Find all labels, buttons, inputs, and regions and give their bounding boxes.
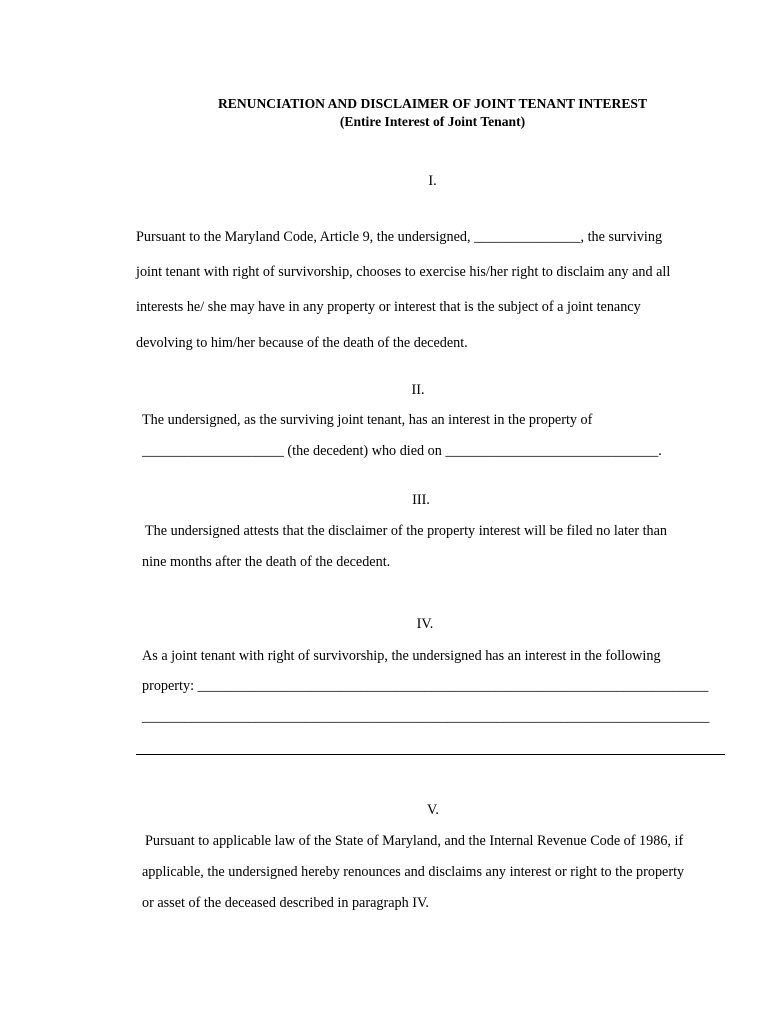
section-3-line-2: nine months after the death of the decedent.	[142, 554, 391, 570]
section-4-line-1: As a joint tenant with right of survivorship, the undersigned has an interest in the following	[142, 648, 661, 664]
section-number-5: V.	[427, 802, 439, 818]
section-2-line-2: ____________________ (the decedent) who died on ______________________________.	[142, 443, 662, 459]
section-5-line-3: or asset of the deceased described in paragraph IV.	[142, 895, 429, 911]
section-number-2: II.	[411, 382, 425, 398]
section-1-line-2: joint tenant with right of survivorship, chooses to exercise his/her right to disclaim any and all	[136, 264, 671, 280]
section-number-3: III.	[412, 492, 430, 508]
property-blank-rule	[136, 754, 725, 755]
section-1-line-4: devolving to him/her because of the death of the decedent.	[136, 335, 468, 351]
section-5-line-2: applicable, the undersigned hereby renounces and disclaims any interest or right to the property	[142, 864, 685, 880]
section-4-line-2: property: ________________________________________________________________________	[142, 678, 709, 694]
document-title: RENUNCIATION AND DISCLAIMER OF JOINT TENANT INTEREST	[217, 96, 648, 111]
section-1-line-3: interests he/ she may have in any property or interest that is the subject of a joint tenancy	[136, 299, 641, 315]
section-number-4: IV.	[416, 616, 434, 632]
section-3-line-1: The undersigned attests that the disclaimer of the property interest will be filed no later than	[145, 523, 668, 539]
section-1-line-1: Pursuant to the Maryland Code, Article 9, the undersigned, _______________, the surviving	[136, 229, 663, 245]
document-subtitle: (Entire Interest of Joint Tenant)	[339, 114, 526, 129]
section-number-1: I.	[428, 173, 437, 189]
section-5-line-1: Pursuant to applicable law of the State of Maryland, and the Internal Revenue Code of 1986, if	[145, 833, 684, 849]
section-4-line-3: ________________________________________________________________________________	[142, 709, 710, 725]
section-2-line-1: The undersigned, as the surviving joint tenant, has an interest in the property of	[142, 412, 593, 428]
